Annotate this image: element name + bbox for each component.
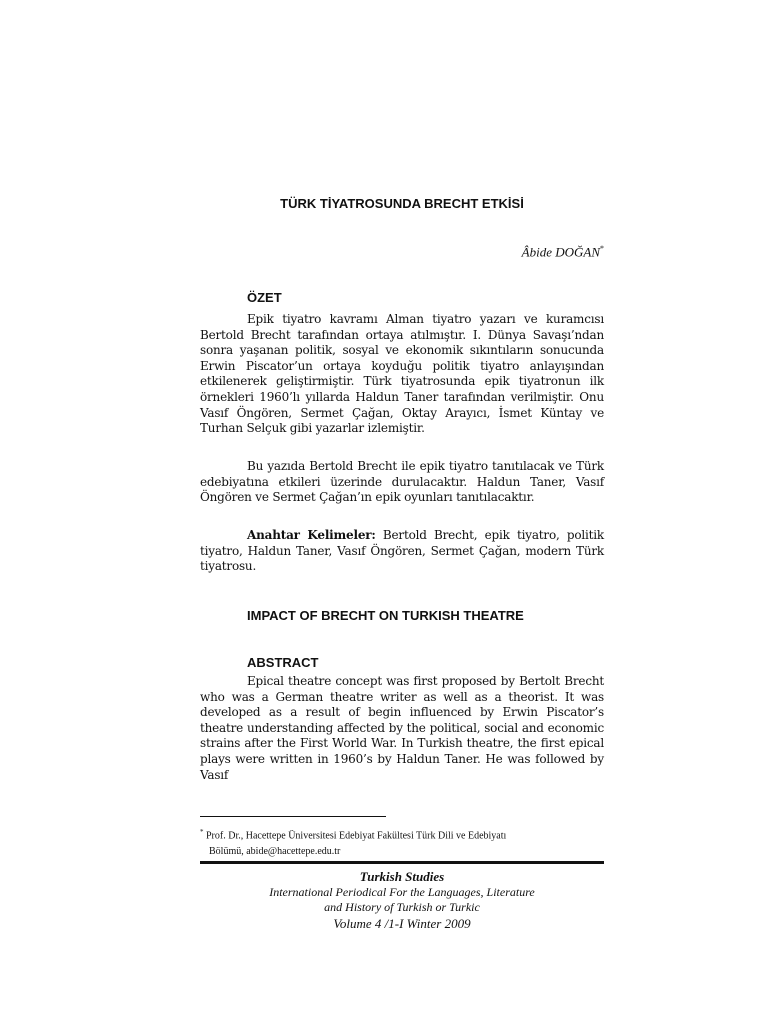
keywords-paragraph — [200, 528, 604, 575]
footnote — [200, 824, 610, 860]
ozet-heading: ÖZET — [247, 290, 282, 305]
abstract-heading: ABSTRACT — [247, 655, 319, 670]
footer-divider — [200, 861, 604, 864]
ozet-paragraph-2: Bu yazıda Bertold Brecht ile epik tiyatro tanıtılacak ve Türk edebiyatına etkileri üzerinde durulacaktır. Haldun Taner, Vasıf Öngören ve Sermet Çağan’ın epik oyunları tanıtılacaktır. — [200, 459, 604, 505]
journal-name: Turkish Studies — [359, 869, 445, 884]
author-footnote-mark: * — [600, 244, 604, 253]
keywords-label: Anahtar Kelimeler: — [247, 528, 376, 542]
journal-volume: Volume 4 /1-I Winter 2009 — [333, 916, 471, 931]
article-title: TÜRK TİYATROSUNDA BRECHT ETKİSİ — [280, 196, 524, 211]
journal-footer — [200, 868, 604, 932]
keywords-text: Bertold Brecht, epik tiyatro, politik tiyatro, Haldun Taner, Vasıf Öngören, Sermet Çağan, modern Türk tiyatrosu. — [200, 528, 604, 574]
footnote-line-1: Prof. Dr., Hacettepe Üniversitesi Edebiyat Fakültesi Türk Dili ve Edebiyatı — [203, 830, 507, 842]
author-name — [522, 244, 604, 260]
journal-subtitle-1: International Periodical For the Languages, Literature — [269, 885, 535, 899]
footnote-line-2: Bölümü, abide@hacettepe.edu.tr — [209, 846, 341, 858]
abstract-paragraph-1: Epical theatre concept was first proposed by Bertolt Brecht who was a German theatre writer as well as a theorist. It was developed as a result of begin influenced by Erwin Piscator’s theatre understanding affected by the political, social and economic strains after the First World War. In Turkish theatre, the first epical plays were written in 1960’s by Haldun Taner. He was followed by Vasıf — [200, 674, 604, 782]
author-name-text: Âbide DOĞAN — [521, 244, 600, 260]
footnote-divider — [200, 816, 386, 817]
ozet-paragraph-1: Epik tiyatro kavramı Alman tiyatro yazarı ve kuramcısı Bertold Brecht tarafından ortaya atılmıştır. I. Dünya Savaşı’ndan sonra yaşanan politik, sosyal ve ekonomik sıkıntıların sonucunda Erwin Piscator’un ortaya koyduğu politik tiyatro anlayışından etkilenerek geliştirmiştir. Türk tiyatrosunda epik tiyatronun ilk örnekleri 1960’lı yıllarda Haldun Taner tarafından verilmiştir. Onu Vasıf Öngören, Sermet Çağan, Oktay Arayıcı, İsmet Küntay ve Turhan Selçuk gibi yazarlar izlemiştir. — [200, 312, 604, 436]
english-title: IMPACT OF BRECHT ON TURKISH THEATRE — [247, 608, 524, 623]
footnote-mark: * — [200, 828, 204, 836]
journal-subtitle-2: and History of Turkish or Turkic — [324, 900, 480, 914]
